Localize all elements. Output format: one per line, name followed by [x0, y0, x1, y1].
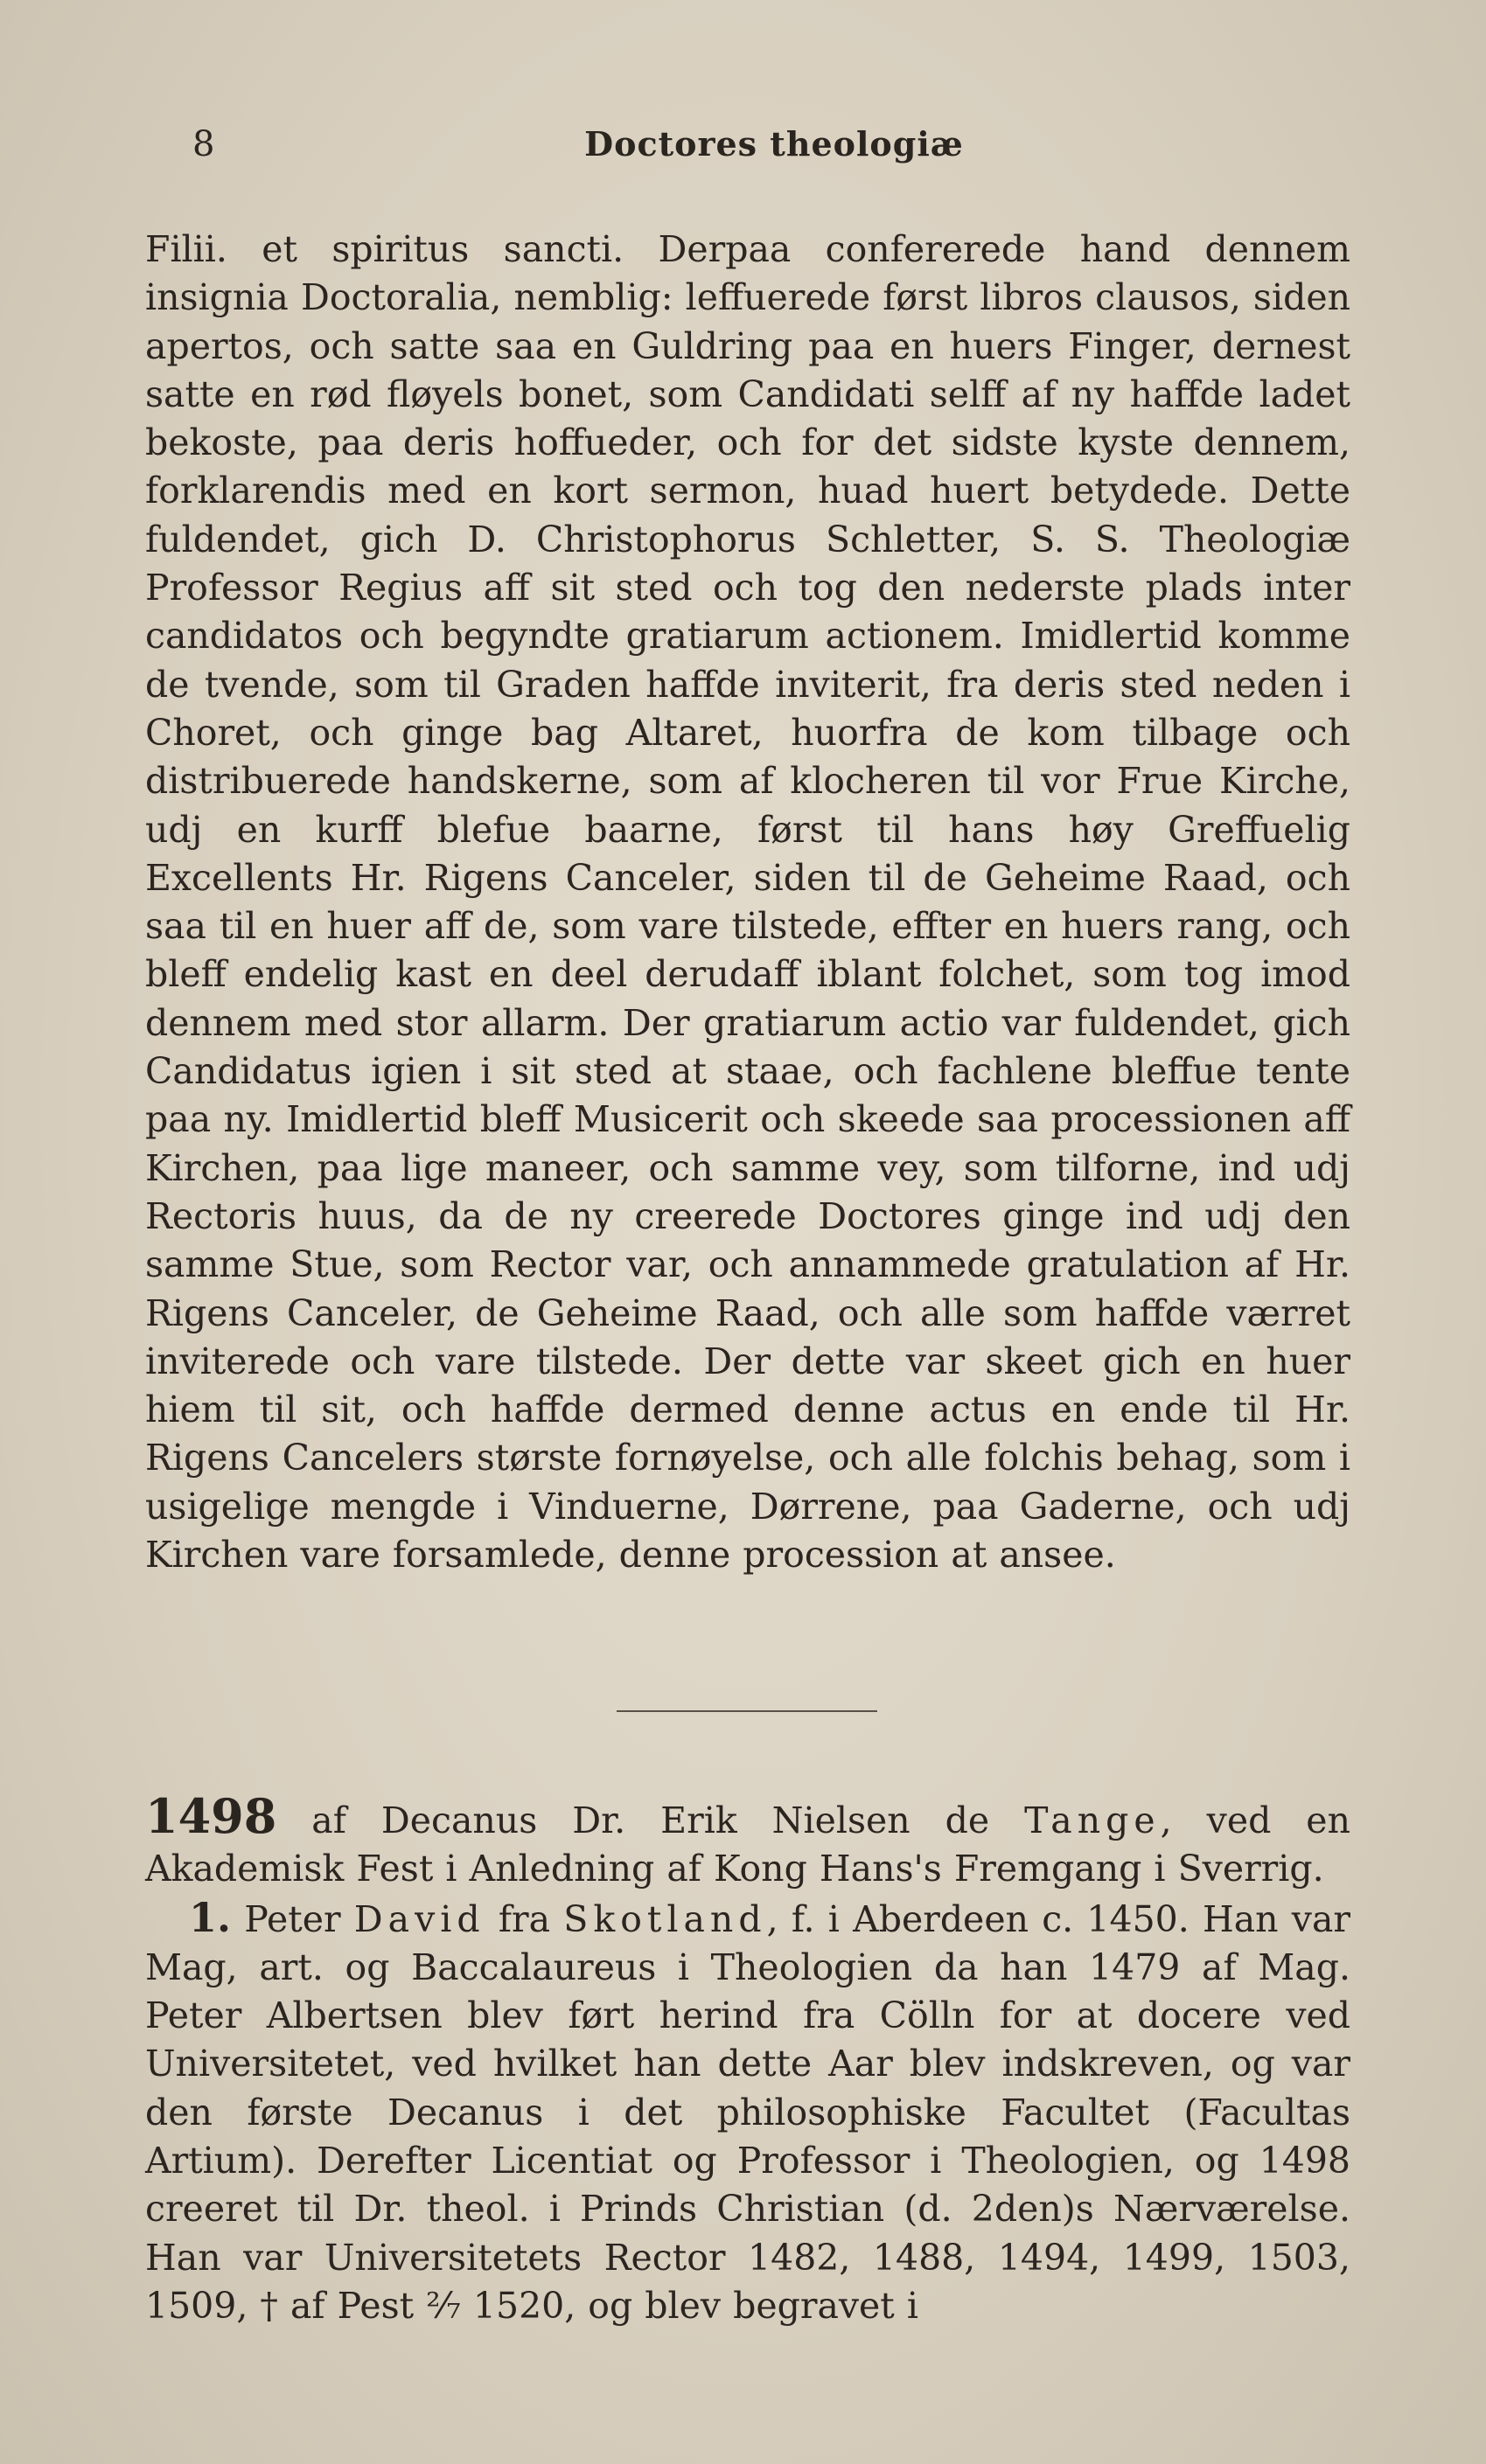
entry-item [145, 1894, 1350, 2331]
item-number: 1. [189, 1893, 232, 1941]
paragraph: Filii. et spiritus sancti. Derpaa confererede hand dennem insignia Doctoralia, nemblig: leffuerede først libros clausos, siden apertos, och satte saa en Guldring paa en huers Finger, dernest satte en rød fløyels bonet, som Candidati selff af ny haffde ladet bekoste, paa deris hoffueder, och for det sidste kyste dennem, forklarendis med en kort sermon, huad huert betydede. Dette fuldendet, gich D. Christophorus Schletter, S. S. Theologiæ Professor Regius aff sit sted och tog den nederste plads inter candidatos och begyndte gratiarum actionem. Imidlertid komme de tvende, som til Graden haffde inviterit, fra deris sted neden i Choret, och ginge bag Altaret, huorfra de kom tilbage och distribuerede handskerne, som af klocheren til vor Frue Kirche, udj en kurff blefue baarne, først til hans høy Greffuelig Excellents Hr. Rigens Canceler, siden til de Geheime Raad, och saa til en huer aff de, som vare tilstede, effter en huers rang, och bleff endelig kast en deel derudaff iblant folchet, som tog imod dennem med stor allarm. Der gratiarum actio var fuldendet, gich Candidatus igien i sit sted at staae, och fachlene bleffue tente paa ny. Imidlertid bleff Musicerit och skeede saa processionen aff Kirchen, paa lige maneer, och samme vey, som tilforne, ind udj Rectoris huus, da de ny creerede Doctores ginge ind udj den samme Stue, som Rector var, och annammede gratulation af Hr. Rigens Canceler, de Geheime Raad, och alle som haffde værret inviterede och vare tilstede. Der dette var skeet gich en huer hiem til sit, och haffde dermed denne actus en ende til Hr. Rigens Cancelers største fornøyelse, och alle folchis behag, som i usigelige mengde i Vinduerne, Dørrene, paa Gaderne, och udj Kirchen vare forsamlede, denne procession at ansee. [145, 228, 1350, 1577]
section-divider [617, 1710, 877, 1712]
entry-heading-name: Tange [1024, 1799, 1161, 1841]
entry-heading-post: , ved en Akademisk Fest i Anledning af Kong Hans's Fremgang i Sverrig. [145, 1799, 1350, 1890]
entry-heading-pre: af Decanus Dr. Erik Nielsen de [311, 1799, 1025, 1841]
item-name: David [353, 1897, 485, 1940]
entry-1498 [145, 1788, 1350, 2330]
entry-year: 1498 [145, 1788, 277, 1844]
running-head: Doctores theologiæ [584, 124, 964, 164]
item-mid: fra [485, 1897, 564, 1940]
main-text [145, 226, 1350, 1579]
entry-heading [145, 1788, 1350, 1894]
item-place: Skotland [563, 1897, 767, 1940]
item-pre: Peter [231, 1897, 354, 1940]
page-number: 8 [192, 124, 215, 164]
item-text: , f. i Aberdeen c. 1450. Han var Mag, art. og Baccalaureus i Theologien da han 1479 af Mag. Peter Albertsen blev ført herind fra Cölln for at docere ved Universitetet, ved hvilket han dette Aar blev indskreven, og var den første Decanus i det philosophiske Facultet (Facultas Artium). Derefter Licentiat og Professor i Theologien, og 1498 creeret til Dr. theol. i Prinds Christian (d. 2den)s Nærværelse. Han var Universitetets Rector 1482, 1488, 1494, 1499, 1503, 1509, † af Pest ²⁄₇ 1520, og blev begravet i [145, 1897, 1350, 2327]
page-header [192, 124, 1356, 177]
